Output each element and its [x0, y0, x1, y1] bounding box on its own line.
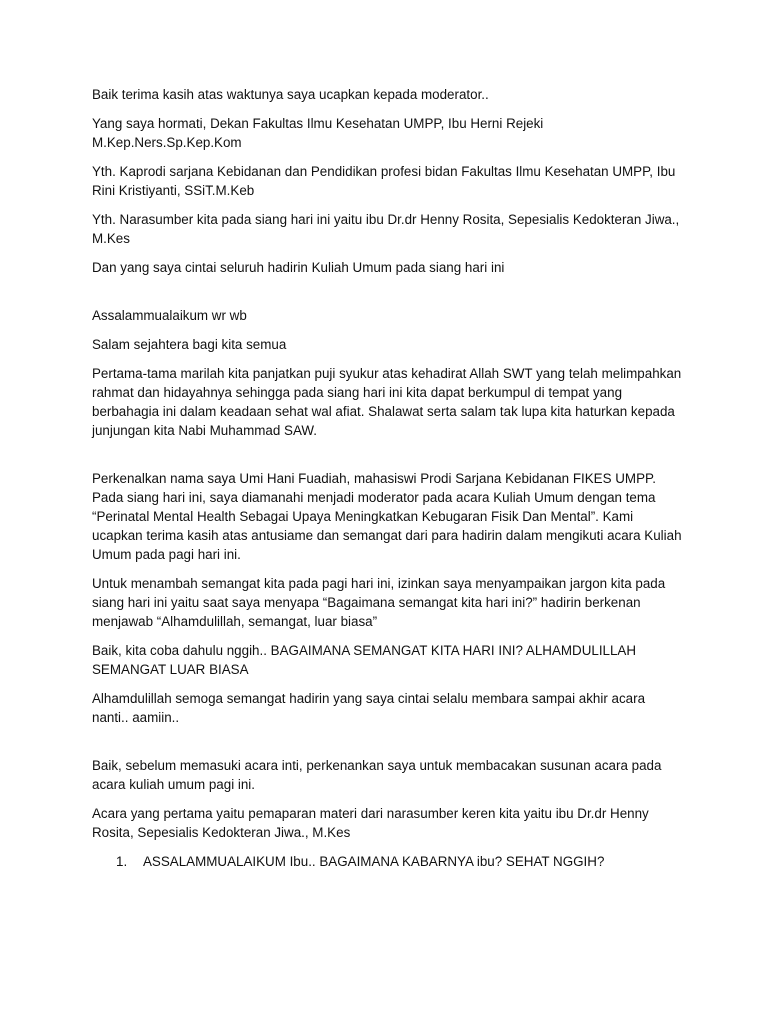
agenda-intro-paragraph: Baik, sebelum memasuki acara inti, perkenankan saya untuk membacakan susunan acara pada acara kuliah umum pagi ini. [92, 758, 662, 792]
audience-greeting-paragraph: Dan yang saya cintai seluruh hadirin Kuliah Umum pada siang hari ini [92, 260, 505, 275]
kaprodi-greeting-paragraph: Yth. Kaprodi sarjana Kebidanan dan Pendidikan profesi bidan Fakultas Ilmu Kesehatan UMPP, Ibu Rini Kristiyanti, SSiT.M.Keb [92, 164, 676, 198]
jargon-paragraph: Untuk menambah semangat kita pada pagi hari ini, izinkan saya menyampaikan jargon kita pada siang hari ini yaitu saat saya menyapa “Bagaimana semangat kita hari ini?” hadirin berkenan menjawab “Alhamdulillah, semangat, luar biasa” [92, 576, 666, 629]
document-body [92, 85, 682, 871]
salam-paragraph: Assalammualaikum wr wb [92, 308, 247, 323]
dean-greeting-paragraph: Yang saya hormati, Dekan Fakultas Ilmu Kesehatan UMPP, Ibu Herni Rejeki M.Kep.Ners.Sp.Kep.Kom [92, 116, 544, 150]
introduction-paragraph: Perkenalkan nama saya Umi Hani Fuadiah, mahasiswi Prodi Sarjana Kebidanan FIKES UMPP. Pada siang hari ini, saya diamanahi menjadi moderator pada acara Kuliah Umum dengan tema “Perinatal Mental Health Sebagai Upaya Meningkatkan Kebugaran Fisik Dan Mental”. Kami ucapkan terima kasih atas antusiame dan semangat dari para hadirin dalam mengikuti acara Kuliah Umum pada pagi hari ini. [92, 471, 682, 562]
gratitude-paragraph: Pertama-tama marilah kita panjatkan puji syukur atas kehadirat Allah SWT yang telah melimpahkan rahmat dan hidayahnya sehingga pada siang hari ini kita dapat berkumpul di tempat yang berbahagia ini dalam keadaan sehat wal afiat. Shalawat serta salam tak lupa kita haturkan kepada junjungan kita Nabi Muhammad SAW. [92, 366, 682, 438]
speaker-greeting-paragraph: Yth. Narasumber kita pada siang hari ini yaitu ibu Dr.dr Henny Rosita, Sepesialis Kedokteran Jiwa., M.Kes [92, 212, 680, 246]
paragraph-spacer [92, 737, 682, 756]
paragraph-spacer [92, 450, 682, 469]
welcome-paragraph: Salam sejahtera bagi kita semua [92, 337, 287, 352]
agenda-list-text: ASSALAMMUALAIKUM Ibu.. BAGAIMANA KABARNYA ibu? SEHAT NGGIH? [143, 854, 605, 869]
paragraph-spacer [92, 287, 682, 306]
jargon-practice-paragraph: Baik, kita coba dahulu nggih.. BAGAIMANA SEMANGAT KITA HARI INI? ALHAMDULILLAH SEMANGAT LUAR BIASA [92, 643, 637, 677]
closing-wish-paragraph: Alhamdulillah semoga semangat hadirin yang saya cintai selalu membara sampai akhir acara nanti.. aamiin.. [92, 691, 646, 725]
first-agenda-paragraph: Acara yang pertama yaitu pemaparan materi dari narasumber keren kita yaitu ibu Dr.dr Henny Rosita, Sepesialis Kedokteran Jiwa., M.Kes [92, 806, 649, 840]
agenda-list-item [92, 852, 682, 871]
agenda-list [92, 852, 682, 871]
agenda-list-number: 1. [116, 854, 128, 869]
moderator-opening-paragraph: Baik terima kasih atas waktunya saya ucapkan kepada moderator.. [92, 87, 489, 102]
